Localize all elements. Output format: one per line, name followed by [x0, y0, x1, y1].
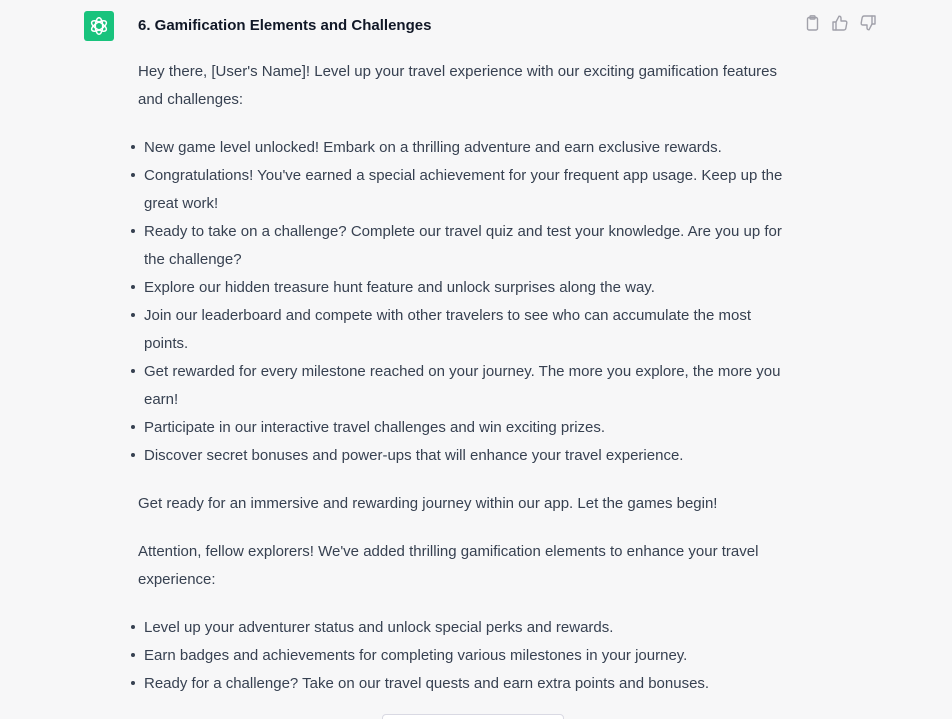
- thumbs-up-icon: [832, 15, 848, 31]
- list-item: Congratulations! You've earned a special achievement for your frequent app usage. Keep up the great work!: [144, 162, 798, 218]
- assistant-avatar: [84, 11, 114, 41]
- thumbs-down-button[interactable]: [858, 13, 878, 33]
- list-item: Participate in our interactive travel challenges and win exciting prizes.: [144, 414, 798, 442]
- list-item: Ready for a challenge? Take on our travel quests and earn extra points and bonuses.: [144, 670, 798, 698]
- challenge-list: [138, 134, 798, 470]
- thumbs-up-button[interactable]: [830, 13, 850, 33]
- regenerate-button[interactable]: [382, 714, 564, 719]
- perks-list: [138, 614, 798, 698]
- copy-button[interactable]: [802, 13, 822, 33]
- openai-logo-icon: [88, 15, 110, 37]
- closing-paragraph: Get ready for an immersive and rewarding journey within our app. Let the games begin!: [138, 495, 718, 512]
- list-item: Discover secret bonuses and power-ups that will enhance your travel experience.: [144, 442, 798, 470]
- message-actions: [802, 13, 878, 33]
- list-item: Join our leaderboard and compete with other travelers to see who can accumulate the most points.: [144, 302, 798, 358]
- list-item: Ready to take on a challenge? Complete our travel quiz and test your knowledge. Are you up for the challenge?: [144, 218, 798, 274]
- list-item: New game level unlocked! Embark on a thrilling adventure and earn exclusive rewards.: [144, 134, 798, 162]
- list-item: Explore our hidden treasure hunt feature and unlock surprises along the way.: [144, 274, 798, 302]
- assistant-message: [138, 14, 798, 698]
- list-item: Level up your adventurer status and unlock special perks and rewards.: [144, 614, 798, 642]
- intro-paragraph: Hey there, [User's Name]! Level up your travel experience with our exciting gamification features and challenges:: [138, 63, 777, 108]
- thumbs-down-icon: [860, 15, 876, 31]
- list-item: Earn badges and achievements for completing various milestones in your journey.: [144, 642, 798, 670]
- message-heading: 6. Gamification Elements and Challenges: [138, 17, 432, 34]
- clipboard-icon: [805, 15, 820, 31]
- explorers-paragraph: Attention, fellow explorers! We've added thrilling gamification elements to enhance your travel experience:: [138, 543, 759, 588]
- list-item: Get rewarded for every milestone reached on your journey. The more you explore, the more you earn!: [144, 358, 798, 414]
